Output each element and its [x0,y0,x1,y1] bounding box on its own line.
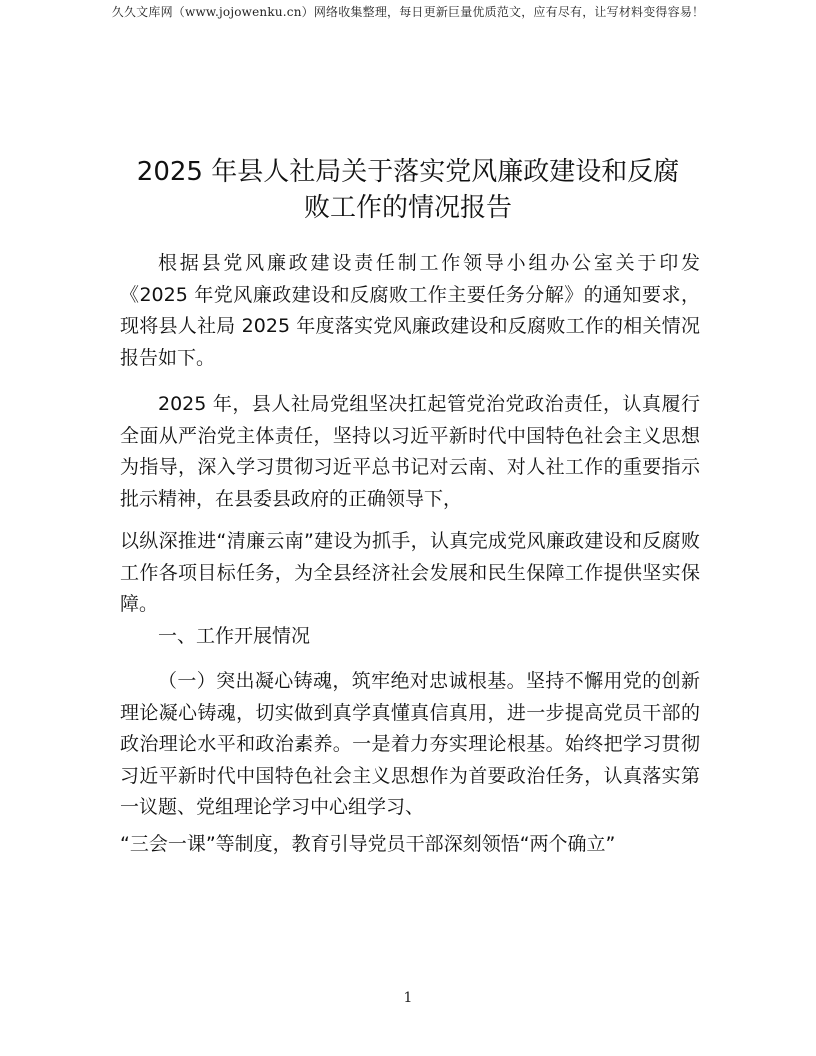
document-body [120,248,700,860]
page-number: 1 [403,990,413,1006]
title-line-2: 败工作的情况报告 [303,193,512,223]
document-title [112,154,704,226]
title-line-1: 2025 年县人社局关于落实党风廉政建设和反腐 [136,157,680,187]
section-heading: 一、工作开展情况 [158,624,311,647]
subsection-continuation-paragraph: “三会一课”等制度，教育引导党员干部深刻领悟“两个确立” [120,832,616,855]
source-banner: 久久文库网（www.jojowenku.cn）网络收集整理，每日更新巨量优质范文，应有尽有，让写材料变得容易！ [111,5,705,19]
summary-paragraph: 2025 年，县人社局党组坚决扛起管党治党政治责任，认真履行全面从严治党主体责任，坚持以习近平新时代中国特色社会主义思想为指导，深入学习贯彻习近平总书记对云南、对人社工作的重要指示批示精神，在县委县政府的正确领导下， [120,393,700,510]
subsection-paragraph: （一）突出凝心铸魂，筑牢绝对忠诚根基。坚持不懈用党的创新理论凝心铸魂，切实做到真学真懂真信真用，进一步提高党员干部的政治理论水平和政治素养。一是着力夯实理论根基。始终把学习贯彻习近平新时代中国特色社会主义思想作为首要政治任务，认真落实第一议题、党组理论学习中心组学习、 [120,670,700,818]
summary-continuation-paragraph: 以纵深推进“清廉云南”建设为抓手，认真完成党风廉政建设和反腐败工作各项目标任务，为全县经济社会发展和民生保障工作提供坚实保障。 [120,530,700,615]
intro-paragraph: 根据县党风廉政建设责任制工作领导小组办公室关于印发《2025 年党风廉政建设和反腐败工作主要任务分解》的通知要求，现将县人社局 2025 年度落实党风廉政建设和反腐败工作的相关情况报告如下。 [120,252,700,369]
